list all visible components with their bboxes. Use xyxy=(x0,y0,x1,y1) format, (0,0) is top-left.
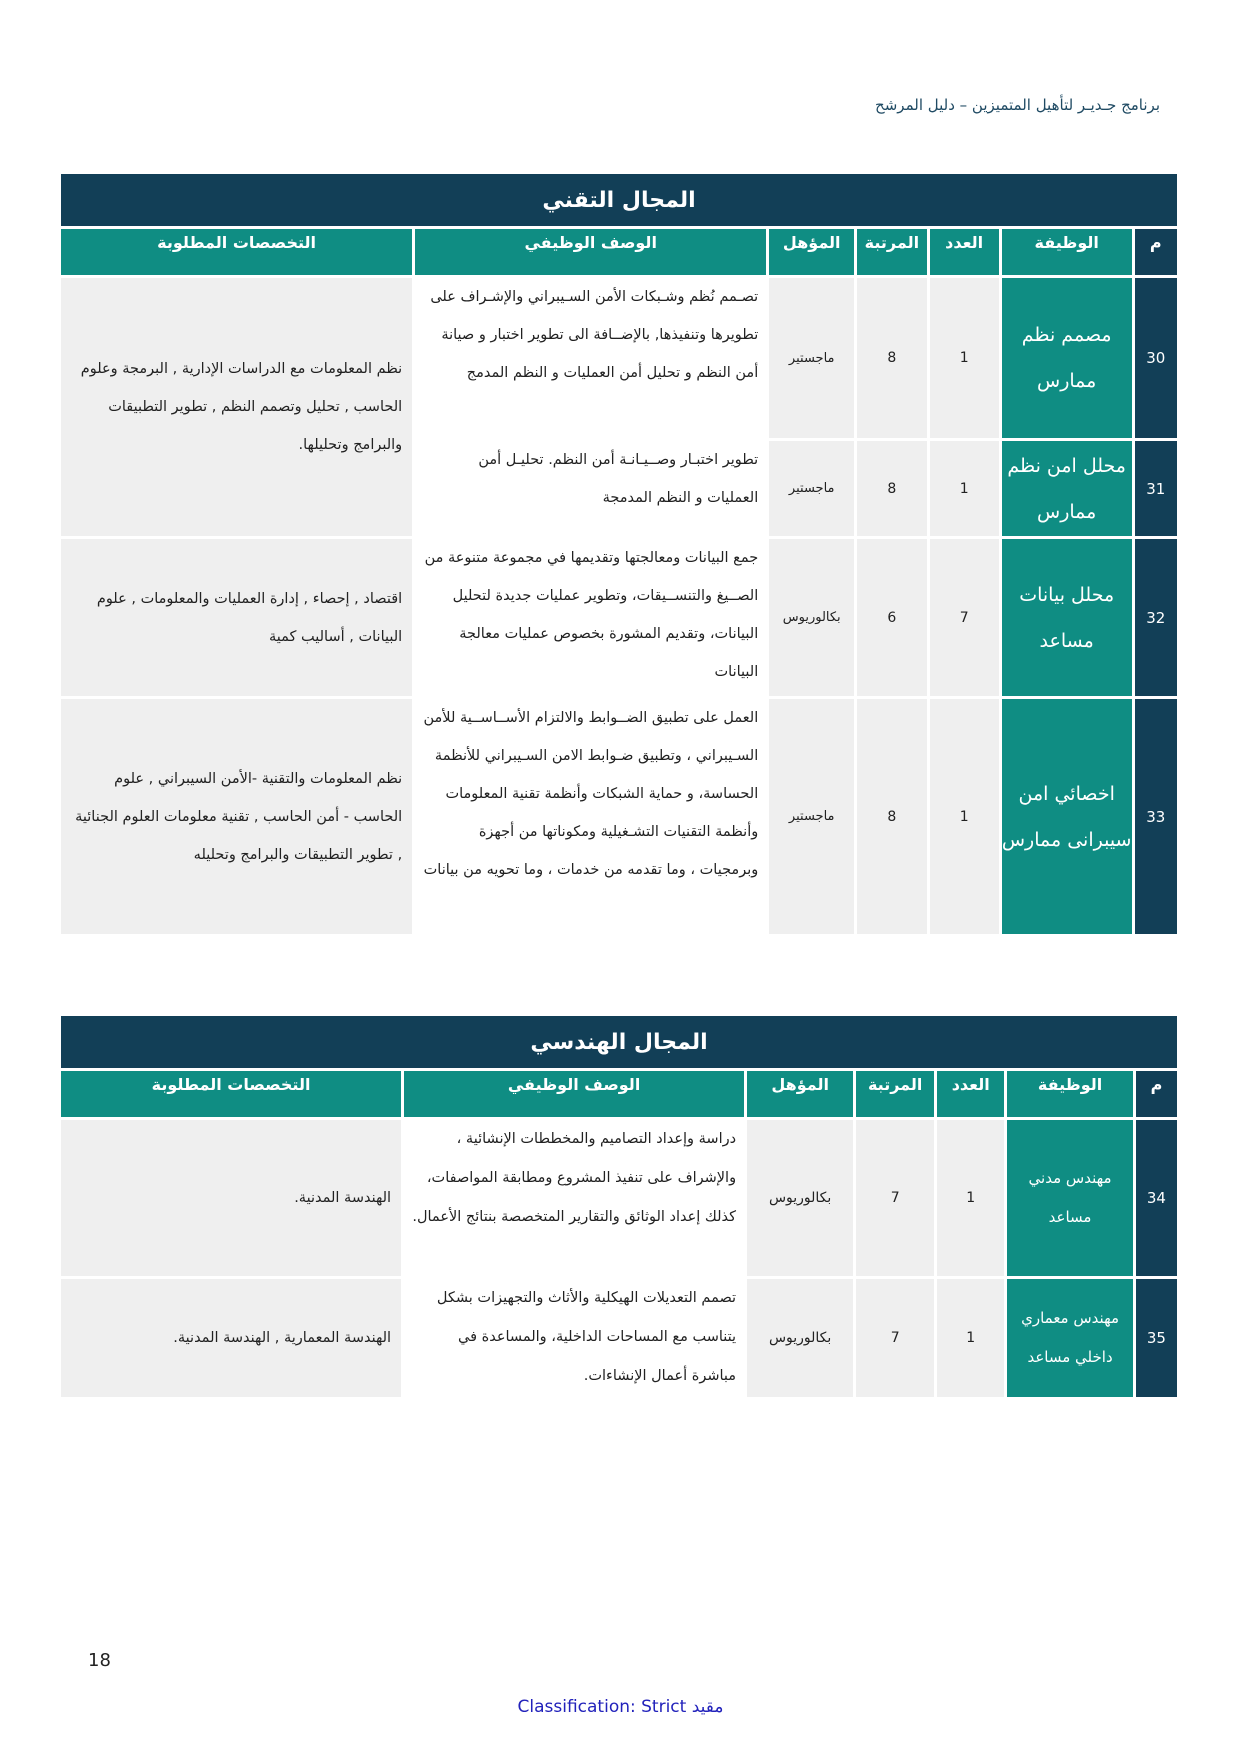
job-qualification: بكالوريوس xyxy=(769,539,854,696)
job-count: 1 xyxy=(930,278,999,438)
row-number: 35 xyxy=(1136,1279,1177,1397)
row-number: 30 xyxy=(1135,278,1177,438)
technical-domain-table xyxy=(58,171,1180,937)
table-row xyxy=(61,1279,1177,1397)
job-description: تصـمم نُظم وشـبكات الأمن السـيبراني والإشـراف على تطويرها وتنفيذها, بالإضــافة الى تطوير اختبار و صيانة أمن النظم و تحليل أمن العمليات و النظم المدمج xyxy=(415,278,766,438)
job-specializations: نظم المعلومات مع الدراسات الإدارية , البرمجة وعلوم الحاسب , تحليل وتصمم النظم , تطوير التطبيقات والبرامج وتحليلها. xyxy=(61,278,412,536)
col-header-specializations: التخصصات المطلوبة xyxy=(61,1071,401,1117)
engineering-domain-title: المجال الهندسي xyxy=(61,1016,1177,1068)
job-specializations: الهندسة المعمارية , الهندسة المدنية. xyxy=(61,1279,401,1397)
row-number: 31 xyxy=(1135,441,1177,536)
col-header-qualification: المؤهل xyxy=(747,1071,853,1117)
job-title: مهندس معماري داخلي مساعد xyxy=(1007,1279,1133,1397)
job-description: تطوير اختبـار وصــيـانـة أمن النظم. تحليـل أمن العمليات و النظم المدمجة xyxy=(415,441,766,536)
technical-domain-title: المجال التقني xyxy=(61,174,1177,226)
table-row xyxy=(61,278,1177,438)
job-count: 1 xyxy=(937,1120,1004,1276)
page-number: 18 xyxy=(88,1650,111,1671)
row-number: 33 xyxy=(1135,699,1177,934)
table-row xyxy=(61,1120,1177,1276)
col-header-description: الوصف الوظيفي xyxy=(404,1071,744,1117)
job-qualification: بكالوريوس xyxy=(747,1120,853,1276)
row-number: 34 xyxy=(1136,1120,1177,1276)
col-header-count: العدد xyxy=(930,229,999,275)
table-row xyxy=(61,699,1177,934)
job-qualification: بكالوريوس xyxy=(747,1279,853,1397)
job-title: محلل بيانات مساعد xyxy=(1002,539,1132,696)
job-qualification: ماجستير xyxy=(769,278,854,438)
job-qualification: ماجستير xyxy=(769,699,854,934)
job-description: العمل على تطبيق الضــوابط والالتزام الأســاســية للأمن السـيبراني ، وتطبيق ضـوابط الامن السـيبراني للأنظمة الحساسة، و حماية الشبكات وأنظمة تقنية المعلومات وأنظمة التقنيات التشـغيلية ومكوناتها من أجهزة وبرمجيات ، وما تقدمه من خدمات ، وما تحويه من بيانات xyxy=(415,699,766,934)
job-specializations: نظم المعلومات والتقنية -الأمن السيبراني , علوم الحاسب - أمن الحاسب , تقنية معلومات العلوم الجنائية , تطوير التطبيقات والبرامج وتحليله xyxy=(61,699,412,934)
row-number: 32 xyxy=(1135,539,1177,696)
col-header-rank: المرتبة xyxy=(857,229,926,275)
job-title: محلل امن نظم ممارس xyxy=(1002,441,1132,536)
job-rank: 7 xyxy=(856,1120,934,1276)
col-header-qualification: المؤهل xyxy=(769,229,854,275)
col-header-job: الوظيفة xyxy=(1007,1071,1133,1117)
job-description: جمع البيانات ومعالجتها وتقديمها في مجموعة متنوعة من الصــيغ والتنســيقات، وتطوير عمليات جديدة لتحليل البيانات، وتقديم المشورة بخصوص عمليات معالجة البيانات xyxy=(415,539,766,696)
job-rank: 7 xyxy=(856,1279,934,1397)
job-specializations: الهندسة المدنية. xyxy=(61,1120,401,1276)
job-specializations: اقتصاد , إحصاء , إدارة العمليات والمعلومات , علوم البيانات , أساليب كمية xyxy=(61,539,412,696)
col-header-count: العدد xyxy=(937,1071,1004,1117)
col-header-job: الوظيفة xyxy=(1002,229,1132,275)
col-header-num: م xyxy=(1135,229,1177,275)
document-header: برنامج جـديـر لتأهيل المتميزين – دليل المرشح xyxy=(875,96,1160,114)
job-description: دراسة وإعداد التصاميم والمخططات الإنشائية ، والإشراف على تنفيذ المشروع ومطابقة المواصفات، كذلك إعداد الوثائق والتقارير المتخصصة بنتائج الأعمال. xyxy=(404,1120,744,1276)
job-count: 1 xyxy=(930,699,999,934)
job-qualification: ماجستير xyxy=(769,441,854,536)
col-header-specializations: التخصصات المطلوبة xyxy=(61,229,412,275)
engineering-domain-table xyxy=(58,1013,1180,1400)
job-description: تصمم التعديلات الهيكلية والأثاث والتجهيزات بشكل يتناسب مع المساحات الداخلية، والمساعدة في مباشرة أعمال الإنشاءات. xyxy=(404,1279,744,1397)
job-count: 7 xyxy=(930,539,999,696)
col-header-num: م xyxy=(1136,1071,1177,1117)
job-title: مصمم نظم ممارس xyxy=(1002,278,1132,438)
job-rank: 6 xyxy=(857,539,926,696)
job-title: مهندس مدني مساعد xyxy=(1007,1120,1133,1276)
job-rank: 8 xyxy=(857,441,926,536)
job-count: 1 xyxy=(937,1279,1004,1397)
col-header-rank: المرتبة xyxy=(856,1071,934,1117)
job-rank: 8 xyxy=(857,699,926,934)
job-rank: 8 xyxy=(857,278,926,438)
table-row xyxy=(61,539,1177,696)
col-header-description: الوصف الوظيفي xyxy=(415,229,766,275)
classification-label: Classification: Strict مقيد xyxy=(517,1697,724,1717)
job-title: اخصائي امن سيبرانى ممارس xyxy=(1002,699,1132,934)
job-count: 1 xyxy=(930,441,999,536)
